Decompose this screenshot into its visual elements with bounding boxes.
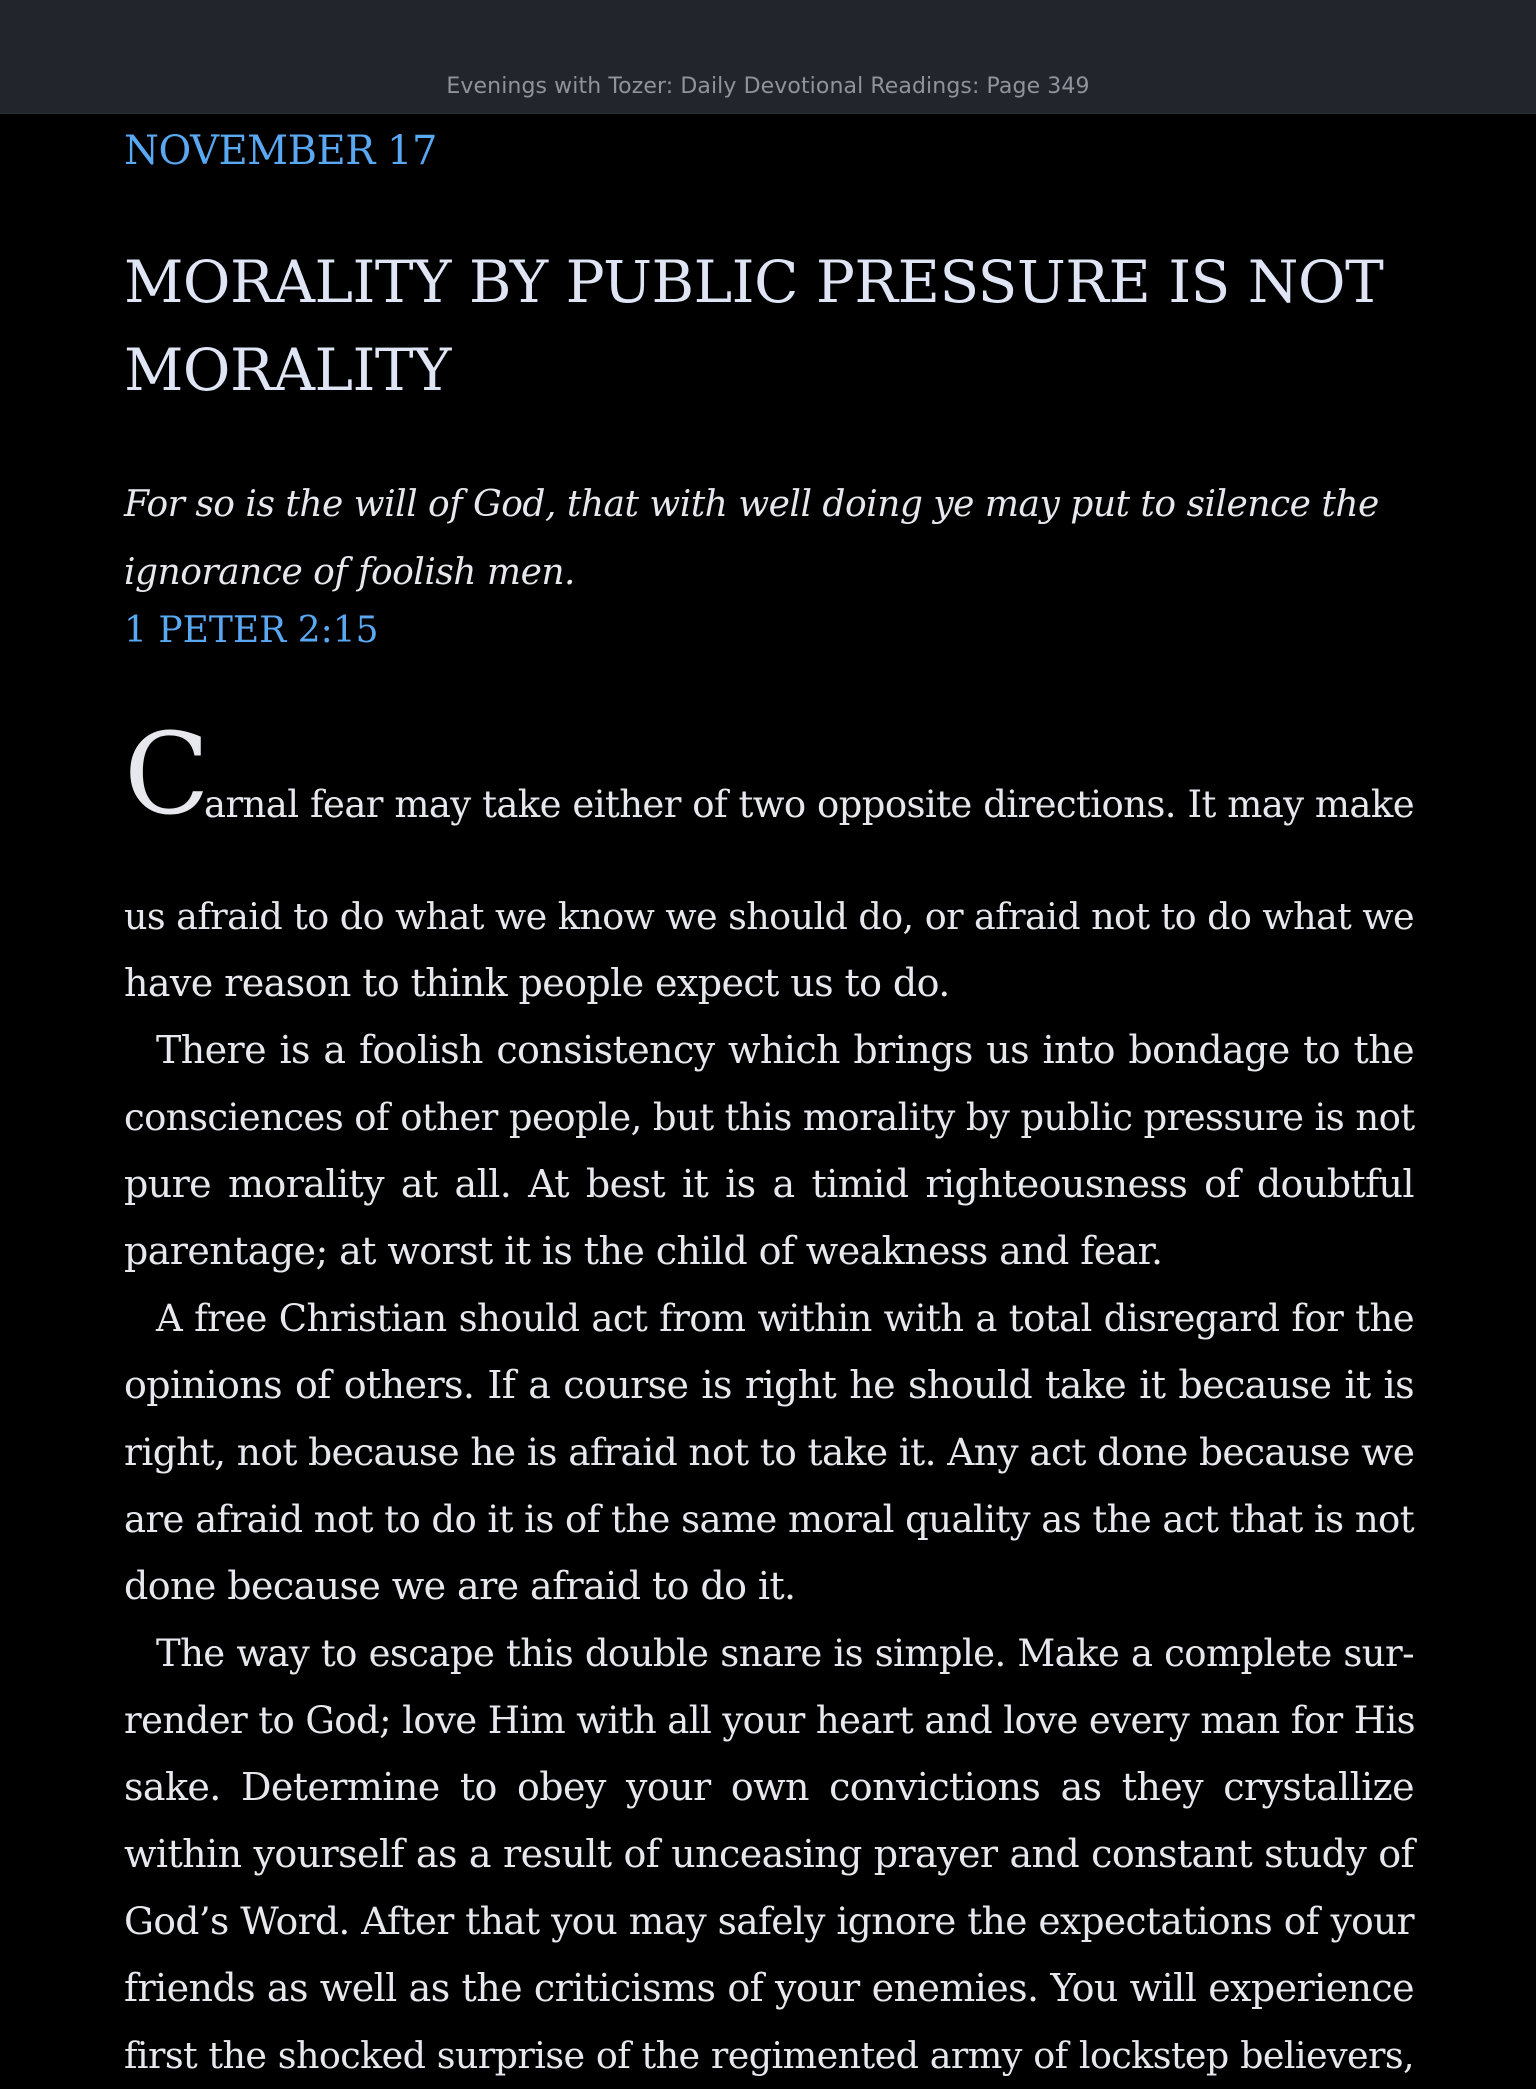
body-line: parentage; at worst it is the child of weakness and fear.	[124, 1229, 1163, 1273]
body-line: consciences of other people, but this morality by public pressure is not	[124, 1096, 1415, 1139]
body-line: God’s Word. After that you may safely ignore the expectations of your	[124, 1899, 1414, 1943]
verse-line: ignorance of foolish men.	[124, 552, 575, 593]
body-line: There is a foolish consistency which brings us into bondage to the	[156, 1028, 1414, 1072]
reading-title-line: MORALITY BY PUBLIC PRESSURE IS NOT	[124, 248, 1384, 316]
body-line: pure morality at all. At best it is a timid righteousness of doubtful	[124, 1162, 1414, 1206]
reading-title-line: MORALITY	[124, 336, 451, 404]
verse-line: For so is the will of God, that with well doing ye may put to silence the	[124, 484, 1379, 525]
body-line: first the shocked surprise of the regimented army of lockstep believers,	[124, 2034, 1414, 2077]
reading-title	[124, 238, 1414, 414]
reader-header	[0, 0, 1536, 114]
body-line: opinions of others. If a course is right he should take it because it is	[124, 1363, 1414, 1407]
book-page-title: Evenings with Tozer: Daily Devotional Readings: Page 349	[446, 74, 1090, 99]
body-line: done because we are afraid to do it.	[124, 1564, 796, 1608]
body-line: A free Christian should act from within with a total disregard for the	[156, 1297, 1414, 1340]
scripture-verse	[124, 471, 1414, 607]
body-line: friends as well as the criticisms of your enemies. You will experience	[124, 1966, 1414, 2010]
body-line: right, not because he is afraid not to take it. Any act done because we	[124, 1430, 1415, 1474]
reading-date: NOVEMBER 17	[124, 128, 437, 174]
body-line	[124, 710, 1414, 883]
body-line: sake. Determine to obey your own convictions as they crystallize	[124, 1765, 1414, 1809]
body-line: within yourself as a result of unceasing prayer and constant study of	[124, 1832, 1414, 1876]
scripture-reference[interactable]: 1 PETER 2:15	[124, 610, 379, 651]
body-line: The way to escape this double snare is simple. Make a complete sur-	[156, 1632, 1414, 1675]
body-line-text: arnal fear may take either of two opposite directions. It may make	[204, 783, 1414, 826]
reading-body	[124, 710, 1416, 2089]
body-line: are afraid not to do it is of the same moral quality as the act that is not	[124, 1498, 1414, 1541]
body-line: us afraid to do what we know we should do, or afraid not to do what we	[124, 895, 1414, 938]
drop-cap: C	[124, 710, 210, 840]
body-line: have reason to think people expect us to do.	[124, 961, 950, 1005]
body-line: render to God; love Him with all your heart and love every man for His	[124, 1699, 1416, 1742]
